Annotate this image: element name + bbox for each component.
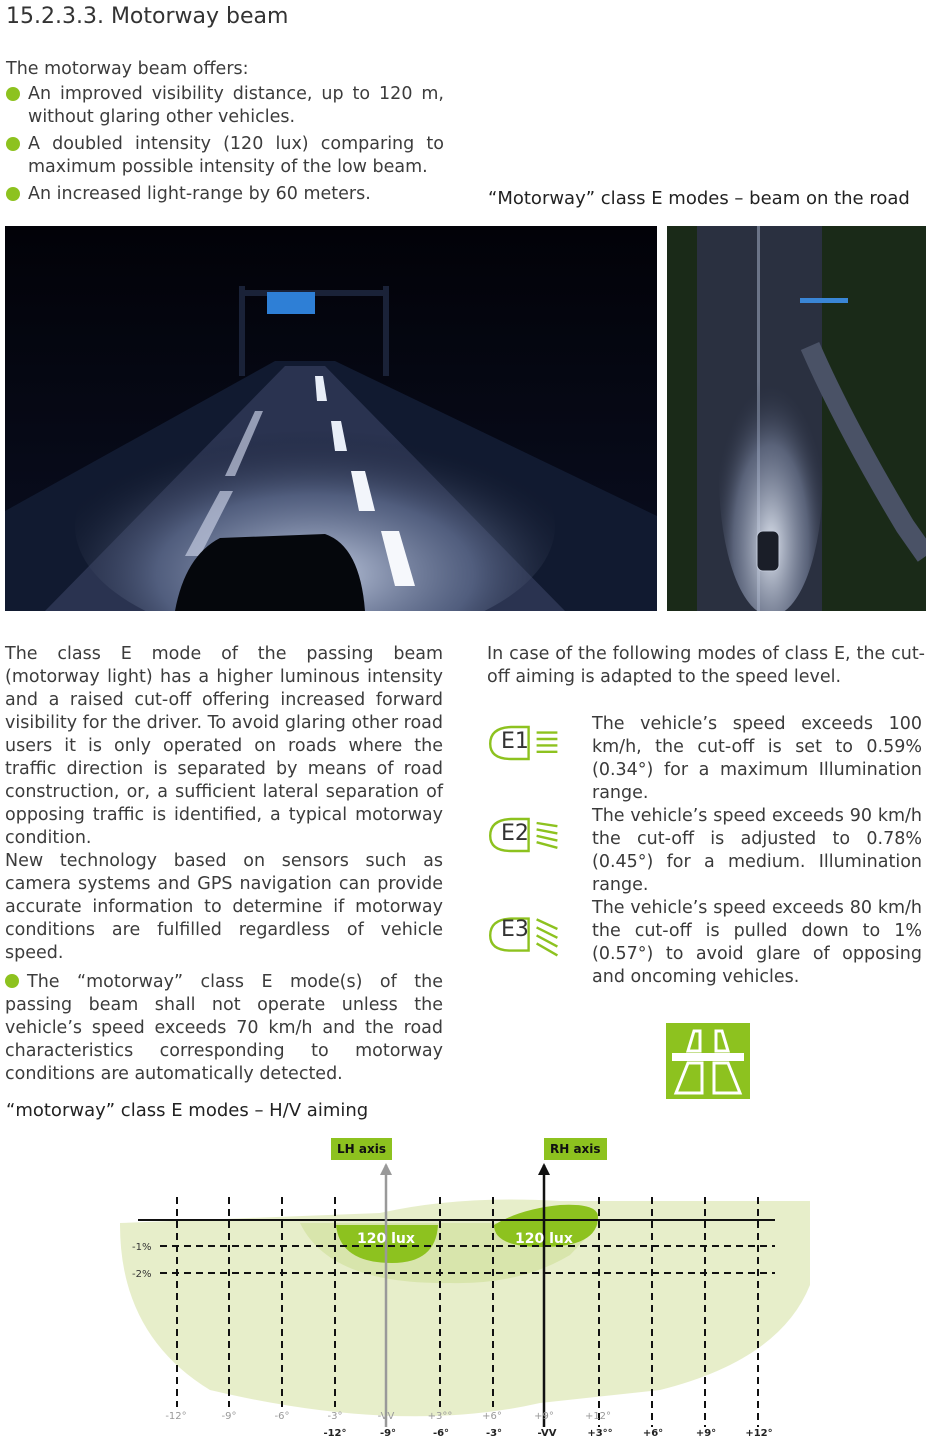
e1-label: E1: [501, 729, 529, 754]
bottom-tick-4: -VV: [537, 1428, 557, 1439]
bottom-tick-8: +12°: [745, 1428, 773, 1439]
e1-text: The vehicle’s speed exceeds 100 km/h, the cut-off is set to 0.59% (0.34°) for a maximum Illumination range.: [592, 714, 922, 803]
rh-axis-arrow-icon: [538, 1163, 550, 1175]
top-tick-7: +9°: [534, 1411, 554, 1422]
intro-bullet-3: An increased light-range by 60 meters.: [6, 183, 444, 206]
top-tick-0: -12°: [165, 1411, 187, 1422]
lh-axis-tag: LH axis: [331, 1138, 392, 1160]
rh-axis-tag: RH axis: [544, 1138, 607, 1160]
bottom-tick-5: +3°°: [587, 1428, 613, 1439]
hv-diagram-svg: [0, 1135, 933, 1448]
bottom-tick-labels: [323, 1428, 772, 1439]
top-tick-2: -6°: [274, 1411, 290, 1422]
bullet-dot-icon: [5, 974, 19, 988]
e2-label: E2: [501, 821, 529, 846]
lh-axis-arrow-icon: [380, 1163, 392, 1175]
e3-text: The vehicle’s speed exceeds 80 km/h the cut-off is pulled down to 1% (0.57°) to avoid glare of opposing and oncoming vehicles.: [592, 898, 922, 987]
top-tick-8: +12°: [584, 1411, 612, 1422]
top-tick-3: -3°: [327, 1411, 343, 1422]
intro-block: [6, 58, 444, 206]
top-tick-4: -VV: [377, 1411, 395, 1422]
night-road-illustration: [5, 226, 926, 611]
section-title: 15.2.3.3. Motorway beam: [6, 4, 289, 29]
body-paragraph-3: The “motorway” class E mode(s) of the passing beam shall not operate unless the vehicle’s speed exceeds 70 km/h and the road characteristics corresponding to motorway conditions are automatically detected.: [5, 972, 443, 1084]
bottom-tick-7: +9°: [695, 1428, 717, 1439]
motorway-road-icon: [666, 1023, 750, 1099]
hv-aiming-diagram: [0, 1135, 933, 1448]
intro-lead: The motorway beam offers:: [6, 59, 249, 79]
lh-lux-label: 120 lux: [357, 1231, 415, 1247]
rh-lux-label: 120 lux: [515, 1231, 573, 1247]
e3-label: E3: [501, 917, 529, 942]
diagram-title: “motorway” class E modes – H/V aiming: [6, 1100, 369, 1121]
mode-e1: [487, 713, 927, 803]
bottom-tick-2: -6°: [432, 1428, 450, 1439]
bullet-dot-icon: [6, 137, 20, 151]
intro-bullet-1: An improved visibility distance, up to 120 m, without glaring other vehicles.: [6, 83, 444, 129]
top-tick-1: -9°: [221, 1411, 237, 1422]
left-body-text: [5, 643, 443, 1086]
top-tick-labels: [165, 1411, 611, 1422]
photo-caption: “Motorway” class E modes – beam on the road: [488, 188, 910, 209]
bottom-tick-1: -9°: [379, 1428, 397, 1439]
mode-e2: [487, 805, 927, 895]
bottom-tick-0: -12°: [323, 1428, 347, 1439]
top-tick-5: +3°°: [427, 1411, 453, 1422]
pct-label-2: -2%: [132, 1269, 152, 1280]
body-paragraph-1: The class E mode of the passing beam (motorway light) has a higher luminous intensity and a raised cut-off offering increased forward visibility for the driver. To avoid glaring other road users it is only operated on roads where the traffic direction is separated by means of road construction, or, a sufficient lateral separation of opposing traffic is identified, a typical motorway condition.: [5, 644, 443, 848]
bullet-dot-icon: [6, 187, 20, 201]
top-tick-6: +6°: [482, 1411, 502, 1422]
bullet-dot-icon: [6, 87, 20, 101]
body-paragraph-2: New technology based on sensors such as camera systems and GPS navigation can provide accurate information to determine if motorway conditions are fulfilled regardless of vehicle speed.: [5, 851, 443, 963]
bottom-tick-6: +6°: [642, 1428, 664, 1439]
intro-bullet-2: A doubled intensity (120 lux) comparing to maximum possible intensity of the low beam.: [6, 133, 444, 179]
pct-label-1: -1%: [132, 1242, 152, 1253]
bottom-tick-3: -3°: [485, 1428, 503, 1439]
night-road-photo: [5, 226, 926, 611]
e2-text: The vehicle’s speed exceeds 90 km/h the cut-off is adjusted to 0.78% (0.45°) for a medium. Illumination range.: [592, 806, 922, 895]
right-intro-text: In case of the following modes of class E, the cut-off aiming is adapted to the speed level.: [487, 644, 925, 687]
mode-e3: [487, 897, 927, 993]
